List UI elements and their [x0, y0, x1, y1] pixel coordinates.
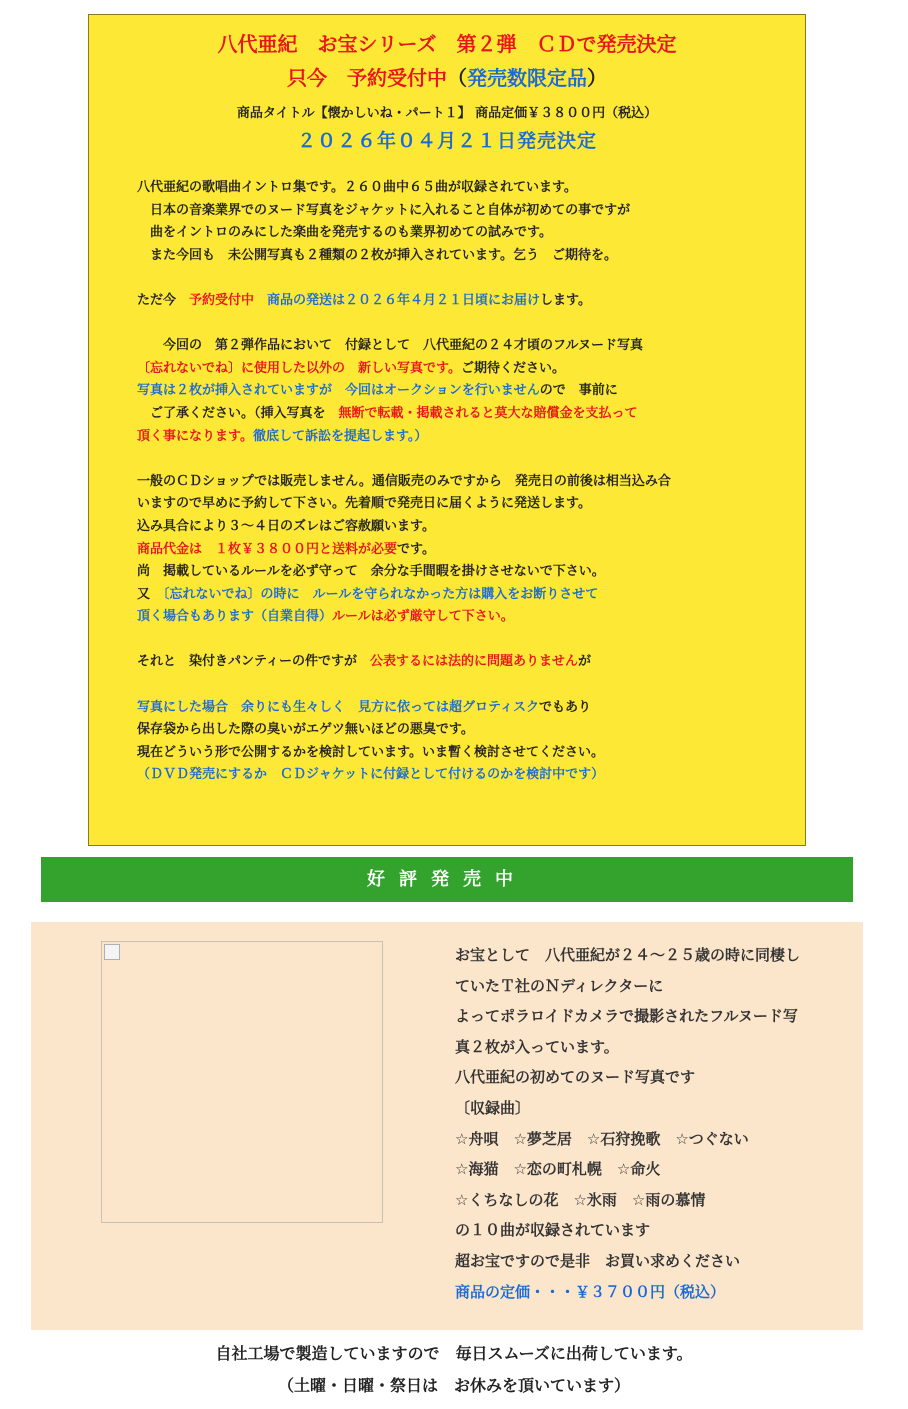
photo-notice-line: 保存袋から出した際の臭いがエゲツ無いほどの悪臭です。: [137, 722, 474, 738]
product-description: [455, 940, 855, 1307]
bonus-photo-line: 写真は２枚が挿入されていますが 今回はオークションを行いませんので 事前に: [137, 383, 618, 399]
product-line: ☆海猫 ☆恋の町札幌 ☆命火: [455, 1160, 661, 1179]
on-sale-banner: 好評発売中: [41, 857, 853, 902]
product-line: 超お宝ですので是非 お買い求めください: [455, 1251, 741, 1270]
product-line: ていたＴ社のＮディレクターに: [455, 976, 664, 995]
reservation-status: 只今 予約受付中: [287, 66, 447, 90]
release-date: ２０２６年０４月２１日発売決定: [296, 130, 597, 152]
product-line: よってポラロイドカメラで撮影されたフルヌード写: [455, 1007, 798, 1026]
intro-line: 日本の音楽業界でのヌード写真をジャケットに入れること自体が初めての事ですが: [137, 202, 631, 218]
product-line: ☆舟唄 ☆夢芝居 ☆石狩挽歌 ☆つぐない: [455, 1129, 749, 1148]
broken-image-icon: [104, 944, 120, 960]
sales-rule-line: 頂く場合もあります（自業自得）ルールは必ず厳守して下さい。: [137, 609, 514, 625]
sales-rule-line: 込み具合により３～４日のズレはご容赦願います。: [137, 518, 435, 534]
sales-rule-line: 又 〔忘れないでね〕の時に ルールを守られなかった方は購入をお断りさせて: [137, 586, 599, 602]
product-title: 商品タイトル【懐かしいね・パート１】 商品定価￥３８００円（税込）: [236, 106, 658, 121]
product-line: 〔収録曲〕: [455, 1098, 531, 1117]
bonus-photo-line: 今回の 第２弾作品において 付録として 八代亜紀の２４才頃のフルヌード写真: [137, 338, 643, 354]
shipping-info: 自社工場で製造していますので 毎日スムーズに出荷しています。: [215, 1344, 693, 1363]
sales-rule-line: 商品代金は １枚￥３８００円と送料が必要です。: [137, 541, 435, 557]
shipping-notice: ただ今 予約受付中 商品の発送は２０２６年４月２１日頃にお届けします。: [137, 292, 592, 308]
photo-notice-line: 写真にした場合 余りにも生々しく 見方に依っては超グロティスクでもあり: [137, 699, 591, 715]
product-panel: [31, 922, 863, 1330]
photo-notice-line: （ＤＶＤ発売にするか ＣＤジャケットに付録として付けるのかを検討中です）: [137, 767, 605, 783]
headline: 八代亜紀 お宝シリーズ 第２弾 ＣＤで発売決定: [217, 32, 677, 56]
product-price: 商品の定価・・・￥３７００円（税込）: [455, 1282, 726, 1301]
product-line: の１０曲が収録されています: [455, 1221, 651, 1240]
intro-line: また今回も 未公開写真も２種類の２枚が挿入されています。乞う ご期待を。: [137, 247, 617, 263]
announcement-panel: [88, 14, 806, 846]
panty-notice: それと 染付きパンティーの件ですが 公表するには法的に問題ありませんが: [137, 654, 591, 670]
intro-line: 八代亜紀の歌唱曲イントロ集です。２６０曲中６５曲が収録されています。: [137, 180, 577, 195]
product-line: 八代亜紀の初めてのヌード写真です: [455, 1068, 696, 1087]
sales-rule-line: 一般のＣＤショップでは販売しません。通信販売のみですから 発売日の前後は相当込み合: [137, 473, 671, 489]
intro-line: 曲をイントロのみにした楽曲を発売するのも業界初めての試みです。: [137, 225, 552, 241]
product-line: ☆くちなしの花 ☆氷雨 ☆雨の慕情: [455, 1190, 706, 1209]
bonus-photo-line: 頂く事になります。徹底して訴訟を提起します。）: [137, 428, 428, 444]
photo-notice-line: 現在どういう形で公開するかを検討しています。いま暫く検討させてください。: [137, 744, 604, 760]
sales-rule-line: 尚 掲載しているルールを必ず守って 余分な手間暇を掛けさせないで下さい。: [137, 564, 605, 580]
product-line: お宝として 八代亜紀が２４～２５歳の時に同棲し: [455, 946, 801, 964]
bonus-photo-line: 〔忘れないでね〕に使用した以外の 新しい写真です。ご期待ください。: [137, 360, 565, 376]
reservation-line: 只今 予約受付中（発売数限定品）: [287, 66, 607, 90]
holiday-info: （土曜・日曜・祭日は お休みを頂いています）: [277, 1376, 630, 1395]
limited-edition-label: 発売数限定品: [467, 66, 587, 90]
product-line: 真２枚が入っています。: [455, 1037, 619, 1056]
sales-rule-line: いますので早めに予約して下さい。先着順で発売日に届くように発送します。: [137, 496, 591, 512]
bonus-photo-line: ご了承ください。（挿入写真を 無断で転載・掲載されると莫大な賠償金を支払って: [137, 405, 638, 421]
product-image: [101, 941, 383, 1223]
